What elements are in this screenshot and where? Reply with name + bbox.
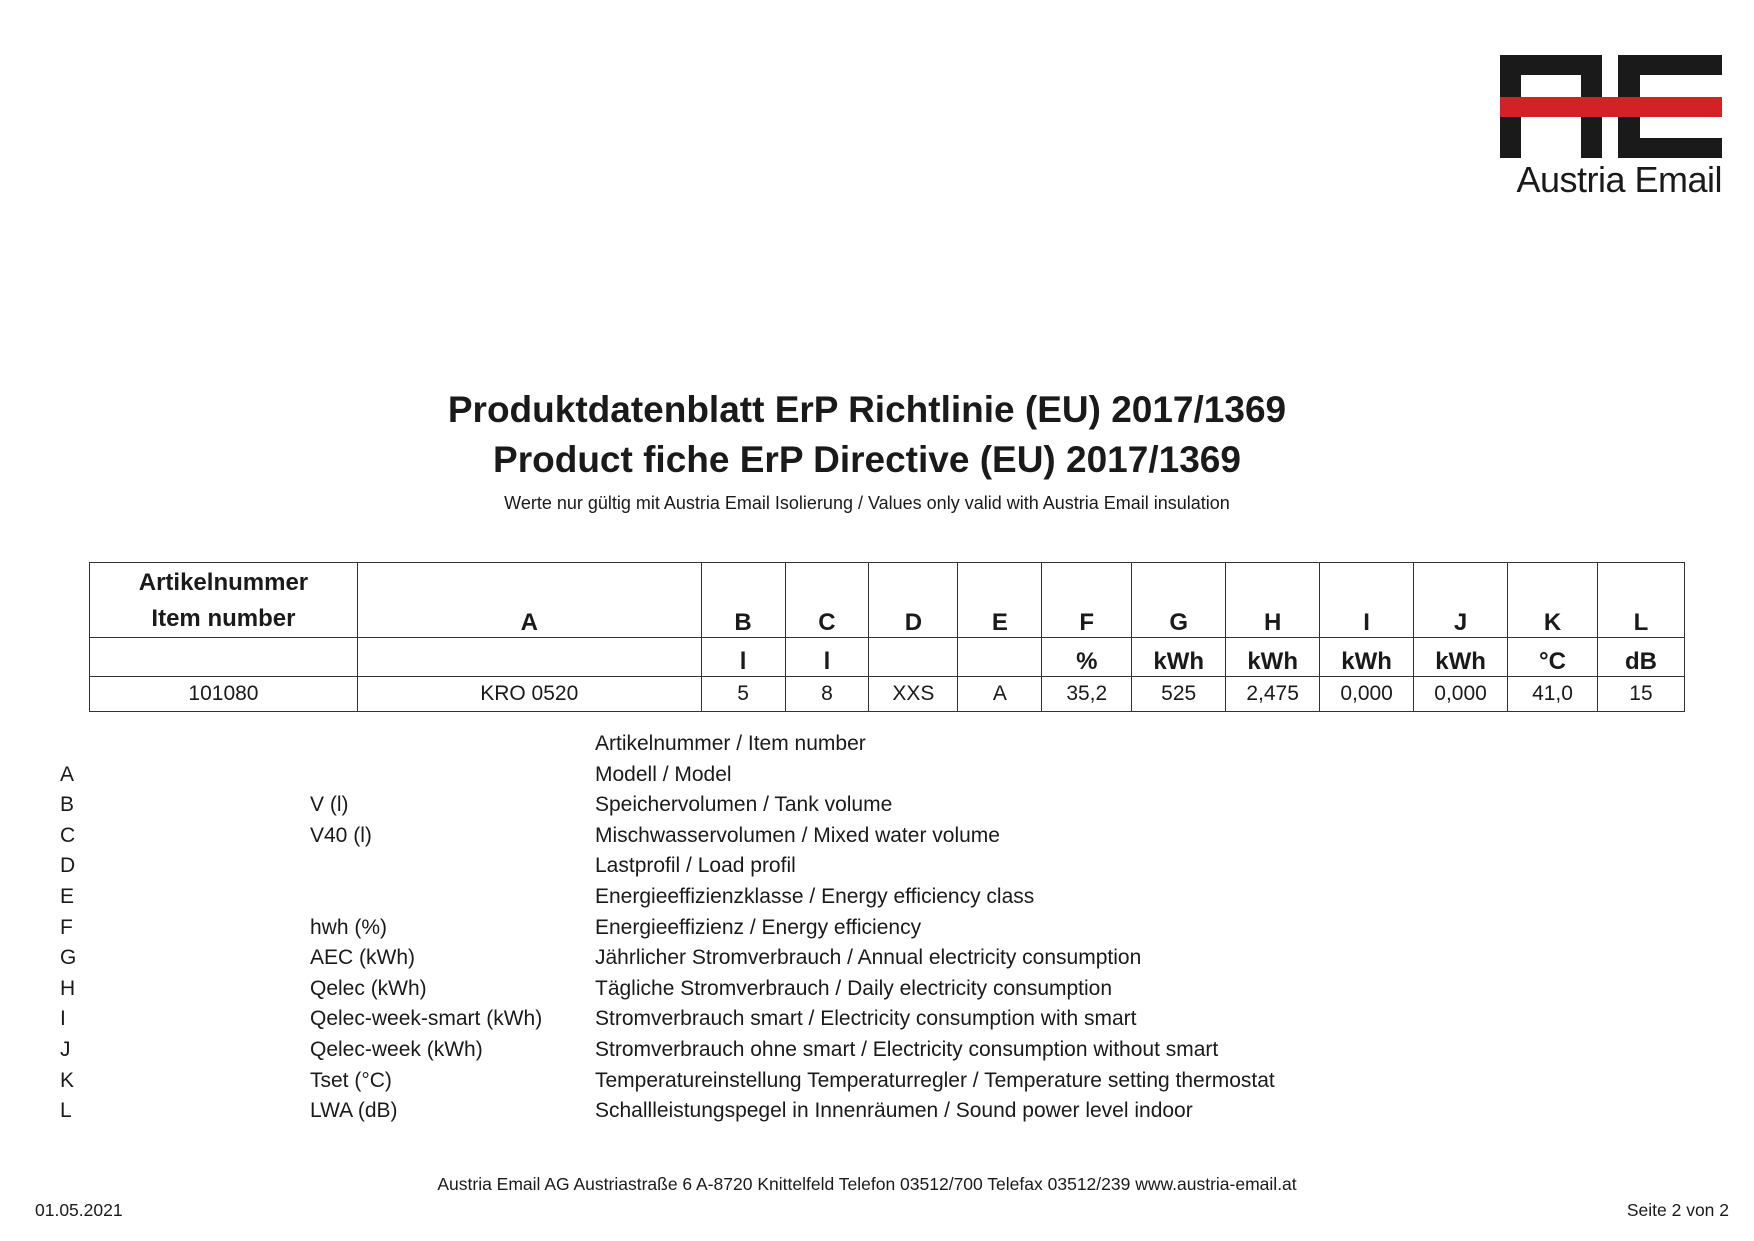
legend-letter: K — [60, 1068, 75, 1092]
cell-temperature-setting: 41,0 — [1508, 677, 1598, 712]
legend-description: Energieeffizienz / Energy efficiency — [595, 915, 922, 939]
table-units-row — [90, 638, 1685, 677]
header-col-h: H — [1226, 563, 1320, 638]
cell-model: KRO 0520 — [357, 677, 701, 712]
header-col-b: B — [701, 563, 785, 638]
title-german: Produktdatenblatt ErP Richtlinie (EU) 2017/1369 — [447, 389, 1287, 430]
legend-symbol: V40 (l) — [310, 823, 372, 847]
legend-description: Tägliche Stromverbrauch / Daily electricity consumption — [595, 976, 1113, 1000]
subtitle: Werte nur gültig mit Austria Email Isolierung / Values only valid with Austria Email insulation — [504, 493, 1230, 513]
logo-company-name: Austria Email — [1516, 159, 1722, 200]
legend-letter: H — [60, 976, 76, 1000]
legend-letter: I — [60, 1007, 66, 1031]
header-item-number-en: Item number — [151, 605, 296, 632]
header-col-a: A — [357, 563, 701, 638]
unit-cell: dB — [1597, 638, 1684, 677]
legend-letter: J — [60, 1037, 71, 1061]
unit-cell: kWh — [1226, 638, 1320, 677]
legend-letter: C — [60, 823, 76, 847]
unit-cell: l — [785, 638, 869, 677]
legend-description: Artikelnummer / Item number — [595, 732, 866, 755]
table-header-row — [90, 563, 1685, 638]
unit-cell: kWh — [1320, 638, 1414, 677]
footer-date: 01.05.2021 — [35, 1200, 123, 1220]
legend-letter: D — [60, 854, 76, 878]
legend-letter: B — [60, 793, 75, 817]
unit-cell: °C — [1508, 638, 1598, 677]
footer-address: Austria Email AG Austriastraße 6 A-8720 Knittelfeld Telefon 03512/700 Telefax 03512/239 www.austria-email.at — [437, 1174, 1297, 1194]
legend-symbol: Qelec (kWh) — [310, 976, 427, 1000]
legend-description: Speichervolumen / Tank volume — [595, 793, 893, 817]
cell-mixed-water-volume: 8 — [785, 677, 869, 712]
legend-letter: A — [60, 762, 75, 786]
product-fiche-table — [89, 562, 1685, 712]
title-block — [0, 385, 1734, 517]
legend-symbol: AEC (kWh) — [310, 946, 415, 970]
header-col-d: D — [869, 563, 958, 638]
legend-symbol: hwh (%) — [310, 915, 388, 939]
unit-cell — [90, 638, 358, 677]
header-col-g: G — [1132, 563, 1226, 638]
unit-cell: % — [1042, 638, 1132, 677]
header-col-e: E — [958, 563, 1042, 638]
footer-page-number: Seite 2 von 2 — [1626, 1200, 1729, 1220]
header-col-c: C — [785, 563, 869, 638]
legend-letter: E — [60, 884, 75, 908]
legend-description: Mischwasservolumen / Mixed water volume — [595, 823, 1000, 847]
header-col-i: I — [1320, 563, 1414, 638]
unit-cell: kWh — [1132, 638, 1226, 677]
header-col-f: F — [1042, 563, 1132, 638]
legend-symbol: V (l) — [310, 793, 349, 817]
legend-symbol: Tset (°C) — [310, 1068, 392, 1092]
cell-load-profile: XXS — [869, 677, 958, 712]
header-col-k: K — [1508, 563, 1598, 638]
legend-description: Lastprofil / Load profil — [595, 854, 796, 878]
legend-description: Stromverbrauch ohne smart / Electricity consumption without smart — [595, 1037, 1219, 1061]
legend-letter: G — [60, 946, 77, 970]
header-item-number-de: Artikelnummer — [138, 569, 309, 596]
legend-letter: F — [60, 915, 73, 939]
cell-tank-volume: 5 — [701, 677, 785, 712]
legend-symbol: Qelec-week-smart (kWh) — [310, 1007, 543, 1031]
legend-description: Jährlicher Stromverbrauch / Annual electricity consumption — [595, 946, 1142, 970]
legend-symbol: Qelec-week (kWh) — [310, 1037, 483, 1061]
cell-item-number: 101080 — [90, 677, 358, 712]
title-english: Product fiche ErP Directive (EU) 2017/1369 — [493, 439, 1241, 480]
unit-cell — [357, 638, 701, 677]
legend-description: Modell / Model — [595, 762, 732, 786]
cell-consumption-without-smart: 0,000 — [1414, 677, 1508, 712]
header-col-l: L — [1597, 563, 1684, 638]
legend-description: Energieeffizienzklasse / Energy efficiency class — [595, 884, 1035, 908]
cell-consumption-smart: 0,000 — [1320, 677, 1414, 712]
unit-cell: l — [701, 638, 785, 677]
legend-description: Schallleistungspegel in Innenräumen / Sound power level indoor — [595, 1099, 1193, 1123]
table-row — [90, 677, 1685, 712]
legend-description: Temperatureinstellung Temperaturregler / Temperature setting thermostat — [595, 1068, 1275, 1092]
cell-efficiency-class: A — [958, 677, 1042, 712]
unit-cell — [958, 638, 1042, 677]
unit-cell: kWh — [1414, 638, 1508, 677]
legend-letter: L — [60, 1099, 72, 1123]
legend-symbol: LWA (dB) — [310, 1099, 398, 1123]
header-item-number — [90, 563, 358, 638]
unit-cell — [869, 638, 958, 677]
cell-sound-power: 15 — [1597, 677, 1684, 712]
cell-annual-consumption: 525 — [1132, 677, 1226, 712]
legend-description: Stromverbrauch smart / Electricity consumption with smart — [595, 1007, 1137, 1031]
cell-energy-efficiency: 35,2 — [1042, 677, 1132, 712]
cell-daily-consumption: 2,475 — [1226, 677, 1320, 712]
header-col-j: J — [1414, 563, 1508, 638]
